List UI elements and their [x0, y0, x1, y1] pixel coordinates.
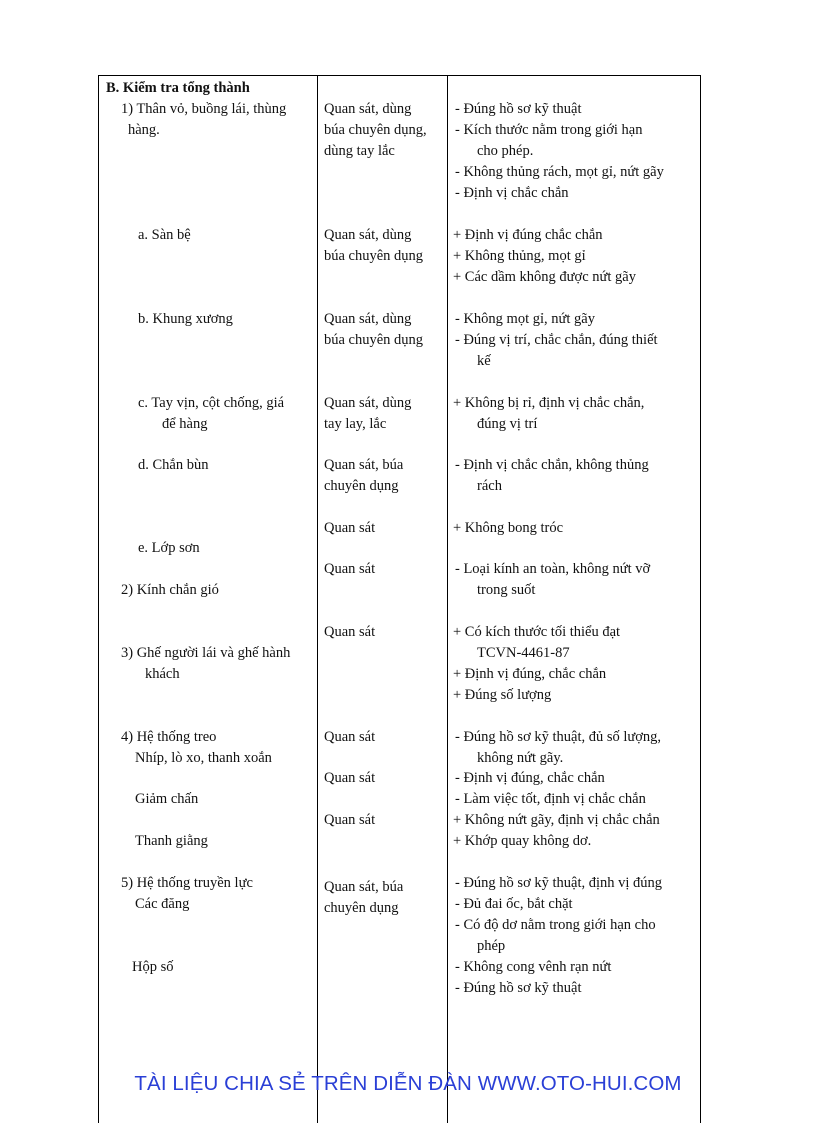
req-10-line-4: phép: [477, 938, 506, 954]
table-left-border: [98, 75, 99, 1123]
item-4-sub-2: Giảm chấn: [135, 791, 199, 807]
method-7: Quan sát: [324, 561, 376, 577]
method-5-line-1: Quan sát, búa: [324, 457, 404, 473]
column-divider-2: [447, 75, 448, 1123]
req-8-line-1: + Có kích thước tối thiểu đạt: [453, 624, 621, 640]
table-right-border: [700, 75, 701, 1123]
method-3-line-1: Quan sát, dùng: [324, 311, 412, 327]
item-3-label-cont: khách: [145, 666, 180, 682]
method-12-line-1: Quan sát, búa: [324, 879, 404, 895]
req-9-line-2: không nứt gãy.: [477, 750, 564, 766]
req-1-line-5: - Định vị chắc chắn: [455, 185, 569, 201]
req-2-line-1: + Định vị đúng chắc chắn: [453, 227, 603, 243]
method-9: Quan sát: [324, 729, 376, 745]
req-9-line-6: + Khớp quay không dơ.: [453, 833, 592, 849]
forum-watermark-banner: TÀI LIỆU CHIA SẺ TRÊN DIỄN ĐÀN WWW.OTO-HUI.COM: [134, 1072, 682, 1095]
req-8-line-4: + Đúng số lượng: [453, 687, 552, 703]
item-4-sub-3: Thanh giằng: [135, 833, 208, 849]
method-3-line-2: búa chuyên dụng: [324, 332, 424, 348]
method-5-line-2: chuyên dụng: [324, 478, 399, 494]
req-8-line-3: + Định vị đúng, chắc chắn: [453, 666, 607, 682]
method-2-line-1: Quan sát, dùng: [324, 227, 412, 243]
req-1-line-3: cho phép.: [477, 143, 534, 159]
req-10-line-3: - Có độ dơ nằm trong giới hạn cho: [455, 917, 656, 933]
req-8-line-2: TCVN-4461-87: [477, 645, 570, 661]
method-12-line-2: chuyên dụng: [324, 900, 399, 916]
req-9-line-3: - Định vị đúng, chắc chắn: [455, 770, 605, 786]
table-top-border: [98, 75, 701, 76]
item-c-label-cont: để hàng: [162, 416, 208, 432]
req-1-line-4: - Không thủng rách, mọt gỉ, nứt gãy: [455, 164, 664, 180]
req-3-line-1: - Không mọt gỉ, nứt gãy: [455, 311, 595, 327]
req-1-line-1: - Đúng hồ sơ kỹ thuật: [455, 101, 582, 117]
req-1-line-2: - Kích thước nằm trong giới hạn: [455, 122, 643, 138]
item-4-label: 4) Hệ thống treo: [121, 729, 217, 745]
method-8: Quan sát: [324, 624, 376, 640]
req-4-line-2: đúng vị trí: [477, 416, 538, 432]
method-10: Quan sát: [324, 770, 376, 786]
method-4-line-1: Quan sát, dùng: [324, 395, 412, 411]
req-9-line-4: - Làm việc tốt, định vị chắc chắn: [455, 791, 646, 807]
item-3-label: 3) Ghế người lái và ghế hành: [121, 645, 291, 661]
item-a-label: a. Sàn bệ: [138, 227, 191, 243]
item-5-sub-2: Hộp số: [132, 959, 174, 975]
req-3-line-2: - Đúng vị trí, chắc chắn, đúng thiết: [455, 332, 658, 348]
req-7-line-1: - Loại kính an toàn, không nứt vỡ: [455, 561, 651, 577]
method-1-line-2: búa chuyên dụng,: [324, 122, 427, 138]
req-5-line-2: rách: [477, 478, 502, 494]
req-6: + Không bong tróc: [453, 520, 564, 536]
method-1-line-1: Quan sát, dùng: [324, 101, 412, 117]
item-1-label-cont: hàng.: [128, 122, 160, 138]
method-6: Quan sát: [324, 520, 376, 536]
req-9-line-1: - Đúng hồ sơ kỹ thuật, đủ số lượng,: [455, 729, 662, 745]
req-9-line-5: + Không nứt gãy, định vị chắc chắn: [453, 812, 660, 828]
column-divider-1: [317, 75, 318, 1123]
req-2-line-2: + Không thủng, mọt gỉ: [453, 248, 586, 264]
req-5-line-1: - Định vị chắc chắn, không thủng: [455, 457, 649, 473]
item-2-label: 2) Kính chắn gió: [121, 582, 219, 598]
item-b-label: b. Khung xương: [138, 311, 233, 327]
section-heading: B. Kiểm tra tổng thành: [106, 80, 250, 96]
item-c-label: c. Tay vịn, cột chống, giá: [138, 395, 285, 411]
req-4-line-1: + Không bị rỉ, định vị chắc chắn,: [453, 395, 645, 411]
item-5-label: 5) Hệ thống truyền lực: [121, 875, 253, 891]
req-2-line-3: + Các dầm không được nứt gãy: [453, 269, 636, 285]
req-3-line-3: kế: [477, 353, 491, 369]
item-4-sub-1: Nhíp, lò xo, thanh xoắn: [135, 750, 272, 766]
item-d-label: d. Chắn bùn: [138, 457, 209, 473]
item-e-label: e. Lớp sơn: [138, 540, 200, 556]
item-5-sub-1: Các đăng: [135, 896, 190, 912]
req-10-line-1: - Đúng hồ sơ kỹ thuật, định vị đúng: [455, 875, 663, 891]
method-2-line-2: búa chuyên dụng: [324, 248, 424, 264]
req-7-line-2: trong suốt: [477, 582, 536, 598]
req-10-line-6: - Đúng hồ sơ kỹ thuật: [455, 980, 582, 996]
req-10-line-5: - Không cong vênh rạn nứt: [455, 959, 612, 975]
item-1-label: 1) Thân vỏ, buồng lái, thùng: [121, 101, 287, 117]
method-4-line-2: tay lay, lắc: [324, 416, 387, 432]
method-11: Quan sát: [324, 812, 376, 828]
method-1-line-3: dùng tay lắc: [324, 143, 395, 159]
req-10-line-2: - Đủ đai ốc, bắt chặt: [455, 896, 573, 912]
